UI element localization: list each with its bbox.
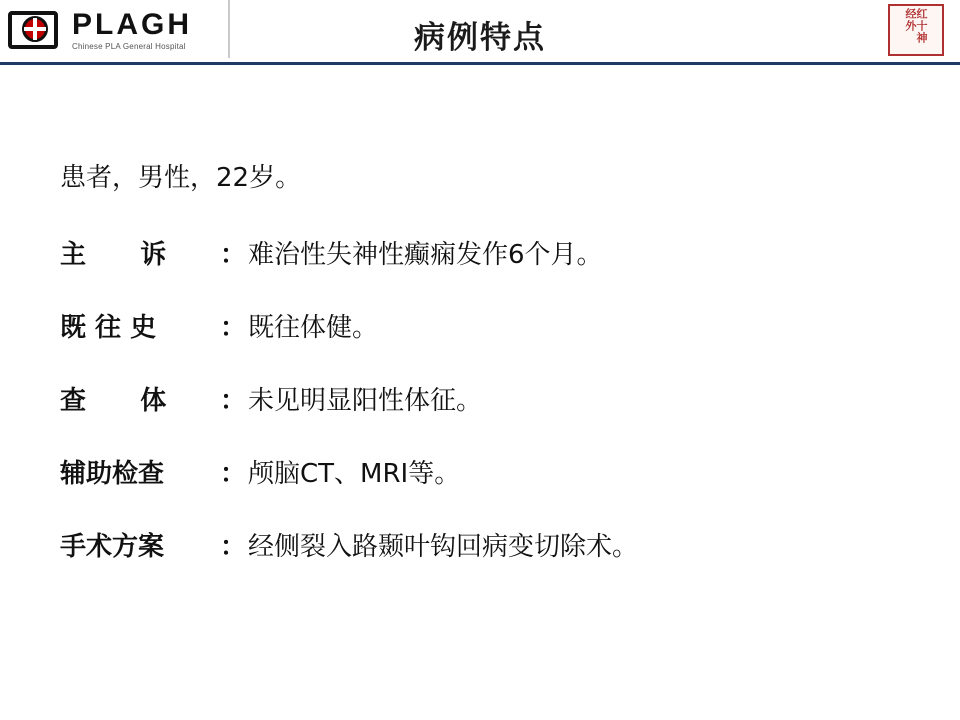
auxiliary-exam-row bbox=[60, 453, 960, 490]
slide-body bbox=[0, 65, 960, 563]
surgical-plan-row bbox=[60, 526, 960, 563]
patient-intro-line bbox=[60, 157, 960, 194]
slide-header bbox=[0, 0, 960, 65]
auxiliary-exam-colon: ： bbox=[220, 459, 247, 489]
page-title: 病例特点 bbox=[414, 20, 546, 56]
auxiliary-exam-value: 颅脑CT、MRI等。 bbox=[248, 459, 461, 489]
auxiliary-exam-label: 辅助检查 bbox=[60, 459, 165, 489]
chief-complaint-colon: ： bbox=[220, 240, 247, 270]
past-history-colon: ： bbox=[220, 313, 247, 343]
chief-complaint-row bbox=[60, 234, 960, 271]
seal-text: 红十神经外 bbox=[904, 8, 928, 44]
past-history-value: 既往体健。 bbox=[248, 313, 379, 343]
chief-complaint-value: 难治性失神性癫痫发作6个月。 bbox=[248, 240, 603, 270]
surgical-plan-colon: ： bbox=[220, 532, 247, 562]
past-history-label: 既 往 史 bbox=[60, 313, 157, 343]
logo-main-text: PLAGH bbox=[72, 7, 192, 41]
hospital-seal-icon bbox=[888, 4, 944, 56]
physical-exam-row bbox=[60, 380, 960, 417]
logo-sub-text: Chinese PLA General Hospital bbox=[72, 41, 186, 51]
past-history-row bbox=[60, 307, 960, 344]
surgical-plan-value: 经侧裂入路颞叶钩回病变切除术。 bbox=[248, 532, 639, 562]
patient-intro-text: 患者，男性，22岁。 bbox=[60, 163, 302, 193]
physical-exam-value: 未见明显阳性体征。 bbox=[248, 386, 483, 416]
chief-complaint-label: 主 诉 bbox=[60, 240, 167, 270]
physical-exam-label: 查 体 bbox=[60, 386, 167, 416]
physical-exam-colon: ： bbox=[220, 386, 247, 416]
surgical-plan-label: 手术方案 bbox=[60, 532, 165, 562]
